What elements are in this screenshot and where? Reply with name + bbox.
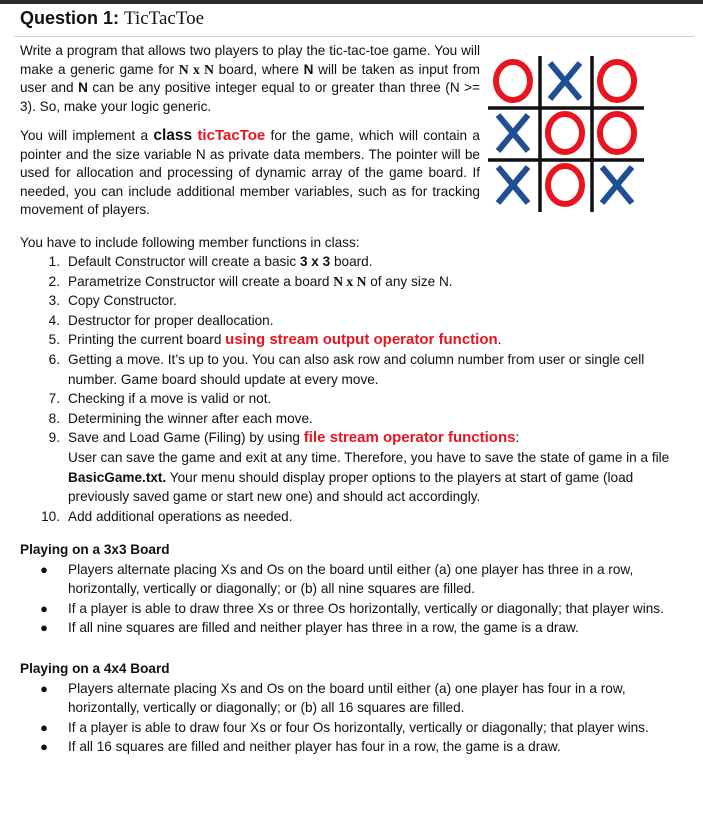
list-item: [20, 409, 690, 429]
list-item: [20, 252, 690, 272]
o-mark-icon: [548, 166, 582, 204]
item-text: If a player is able to draw four Xs or four Os horizontally, vertically or diagonally; that player wins.: [68, 719, 649, 735]
text-run: Parametrize Constructor will create a board: [68, 273, 334, 289]
rules-list: [20, 679, 690, 757]
item-number: 5.: [48, 332, 60, 348]
class-name-highlight: ticTacToe: [197, 127, 266, 144]
list-item: [20, 618, 690, 638]
list-item: [20, 599, 690, 619]
filename-bold: BasicGame.txt.: [68, 469, 167, 485]
text-run: :: [515, 430, 520, 446]
item-text: If all nine squares are filled and neither player has three in a row, the game is a draw.: [68, 620, 579, 636]
question-label: Question 1:: [20, 8, 120, 28]
question-name: TicTacToe: [124, 8, 205, 29]
list-item: [20, 330, 690, 350]
item-text: Players alternate placing Xs and Os on the board until either (a) one player has four in a row, horizontally, vertically or diagonally; or (b) all 16 squares are filled.: [68, 680, 626, 716]
item-text: Checking if a move is valid or not.: [68, 391, 272, 407]
text-run: You will implement a: [20, 128, 154, 143]
list-item: [20, 389, 690, 409]
bullet-icon: ●: [40, 620, 48, 636]
bullet-icon: ●: [40, 719, 48, 735]
text-run: board, where: [213, 61, 304, 77]
section-3x3: [20, 540, 690, 638]
page-title: [20, 8, 204, 30]
text-run: Default Constructor will create a basic: [68, 254, 300, 269]
class-keyword: class: [153, 127, 193, 144]
list-item: [20, 291, 690, 311]
intro-paragraph: [20, 42, 480, 116]
text-run: .: [497, 332, 502, 348]
o-mark-icon: [548, 114, 582, 152]
item-number: 4.: [48, 312, 60, 328]
list-item: [20, 737, 690, 757]
item-text: If all 16 squares are filled and neither player has four in a row, the game is a draw.: [68, 739, 561, 755]
highlight-run: using stream output operator function: [225, 331, 498, 349]
text-run: can be any positive integer equal to or greater than three (N >= 3). So, make your logic generic.: [20, 80, 480, 114]
item-text: Determining the winner after each move.: [68, 410, 313, 426]
list-item: [20, 272, 690, 292]
item-text: Copy Constructor.: [68, 293, 177, 309]
x-mark-icon: [550, 63, 580, 99]
tictactoe-board-illustration: [486, 54, 646, 214]
list-item: [20, 560, 690, 599]
list-item: [20, 507, 690, 527]
text-run: Your menu should display proper options to the players at start of game (load previously saved game or start new one) and should act accordingly.: [68, 469, 634, 505]
item-number: 1.: [48, 254, 60, 269]
x-mark-icon: [498, 115, 528, 151]
item-text: If a player is able to draw three Xs or three Os horizontally, vertically or diagonally; that player wins.: [68, 600, 664, 616]
list-item: [20, 428, 690, 506]
text-run: of any size N.: [366, 273, 453, 289]
item-text: Add additional operations as needed.: [68, 508, 293, 524]
x-mark-icon: [602, 167, 632, 203]
bold-run: N: [78, 80, 88, 96]
title-divider: [14, 36, 694, 37]
bold-run: N: [303, 61, 314, 77]
bullet-icon: ●: [40, 739, 48, 755]
bold-run: N x N: [178, 61, 214, 77]
item-number: 3.: [48, 293, 60, 309]
item-number: 9.: [48, 430, 60, 446]
text-run: Printing the current board: [68, 332, 226, 348]
text-run: will be taken as input from user and: [20, 61, 480, 96]
bold-run: 3 x 3: [299, 254, 331, 269]
x-mark-icon: [498, 167, 528, 203]
item-number: 10.: [41, 508, 60, 524]
item-number: 2.: [48, 273, 60, 289]
item-text: Getting a move. It’s up to you. You can also ask row and column number from user or single cell number. Game board should update at every move.: [68, 351, 645, 387]
text-run: User can save the game and exit at any time. Therefore, you have to save the state of game in a file: [68, 449, 670, 465]
bullet-icon: ●: [40, 600, 48, 616]
o-mark-icon: [600, 114, 634, 152]
list-item: [20, 679, 690, 718]
bullet-icon: ●: [40, 680, 48, 696]
rules-list: [20, 560, 690, 638]
section-title: Playing on a 4x4 Board: [20, 661, 170, 676]
list-item: [20, 311, 690, 331]
member-functions-list: [20, 252, 690, 526]
highlight-run: file stream operator functions: [303, 429, 516, 447]
o-mark-icon: [600, 62, 634, 100]
bullet-icon: ●: [40, 561, 48, 577]
text-run: Write a program that allows two players to play the tic-tac-toe game. You will make a generic game for: [20, 43, 480, 77]
text-run: for the game, which will contain a pointer and the size variable N as private data members. The pointer will be used for allocation and processing of dynamic array of the game board. If needed, you can include additional member variables, such as for tracking movement of players.: [20, 128, 480, 218]
class-paragraph: [20, 127, 480, 220]
section-4x4: [20, 659, 690, 757]
functions-intro: You have to include following member functions in class:: [20, 235, 360, 250]
item-number: 6.: [48, 351, 60, 367]
board-marks: [496, 62, 634, 204]
o-mark-icon: [496, 62, 530, 100]
top-border: [0, 0, 703, 4]
item-number: 8.: [48, 410, 60, 426]
item-text: Players alternate placing Xs and Os on the board until either (a) one player has three in a row, horizontally, vertically or diagonally; or (b) all nine squares are filled.: [68, 561, 634, 597]
bold-run: N x N: [333, 273, 367, 289]
item-number: 7.: [48, 391, 60, 407]
section-title: Playing on a 3x3 Board: [20, 542, 170, 557]
list-item: [20, 350, 690, 389]
item-text: Destructor for proper deallocation.: [68, 312, 274, 328]
text-run: Save and Load Game (Filing) by using: [68, 430, 304, 446]
text-run: board.: [330, 254, 373, 269]
list-item: [20, 718, 690, 738]
